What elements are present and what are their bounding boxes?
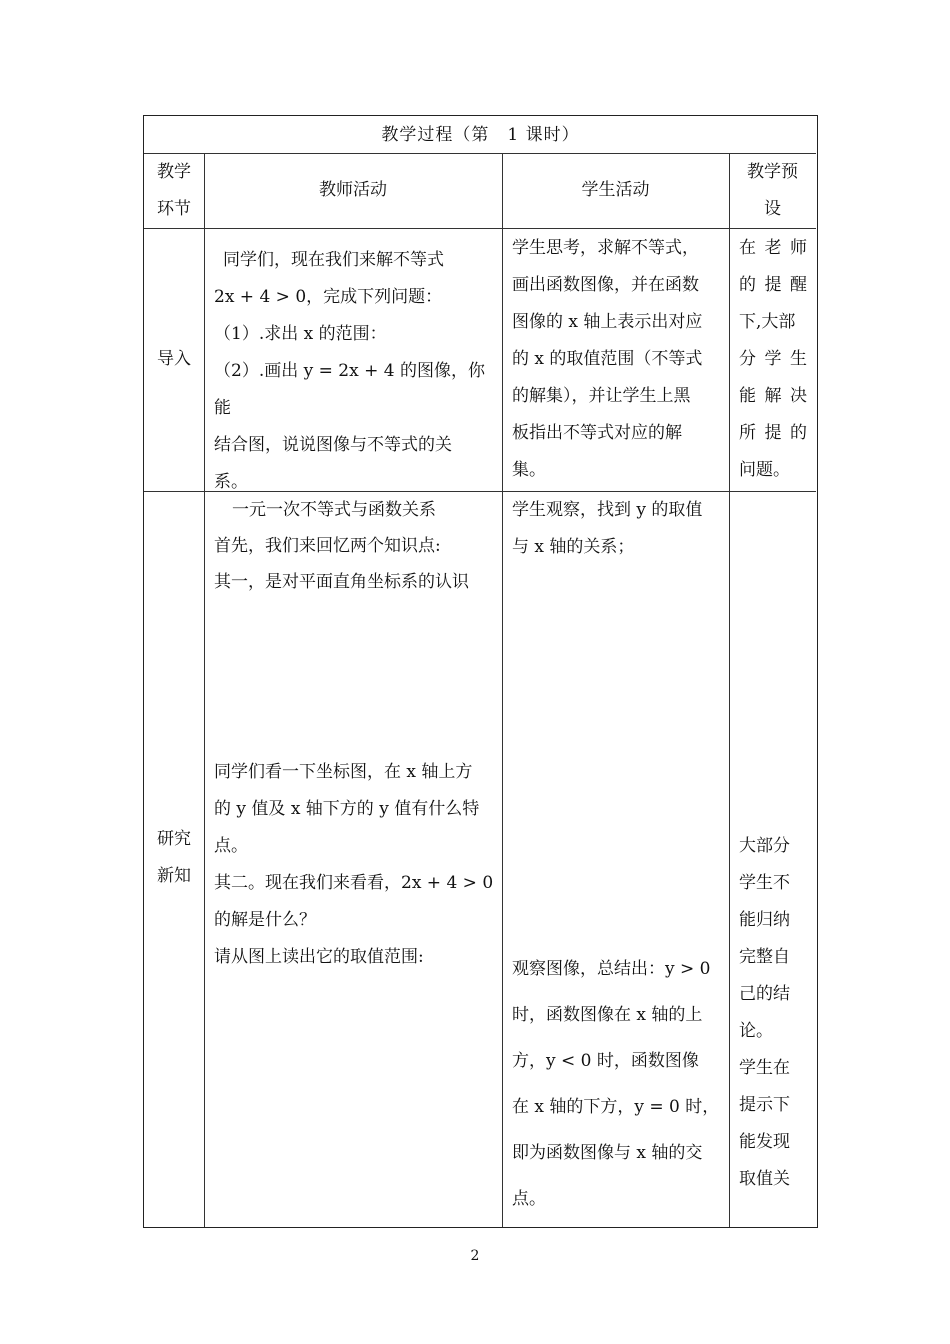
row2-preset-line: 提示下 bbox=[739, 1095, 790, 1115]
header-student: 学生活动 bbox=[581, 180, 650, 200]
row2-teacher-line: 的解是什么？ bbox=[214, 910, 316, 930]
row2-preset-line: 能归纳 bbox=[739, 910, 790, 930]
row2-student-bottom bbox=[512, 946, 724, 1222]
row1-student-text bbox=[512, 230, 722, 489]
row1-preset-line: 所提的 bbox=[739, 423, 807, 443]
row2-preset-line: 取值关 bbox=[739, 1169, 790, 1189]
row2-preset-line: 论。 bbox=[739, 1021, 773, 1041]
row1-teacher-line: 同学们，现在我们来解不等式 bbox=[223, 250, 444, 270]
row-divider bbox=[144, 228, 816, 229]
row2-preset-line: 大部分 bbox=[739, 836, 790, 856]
row1-student-line: 画出函数图像，并在函数 bbox=[512, 275, 699, 295]
row1-preset-line: 问题。 bbox=[739, 460, 790, 480]
row1-student-line: 学生思考，求解不等式， bbox=[512, 238, 699, 258]
lesson-table bbox=[143, 115, 818, 1228]
row2-teacher-top bbox=[214, 492, 499, 600]
row2-student-line: 与 x 轴的关系； bbox=[512, 537, 635, 557]
row1-preset-line: 下,大部 bbox=[739, 312, 796, 332]
row1-preset-text bbox=[739, 230, 807, 489]
header-teacher: 教师活动 bbox=[319, 180, 387, 200]
row2-teacher-line: 同学们看一下坐标图，在 x 轴上方 bbox=[214, 762, 473, 782]
row1-preset-line: 分学生 bbox=[739, 349, 807, 369]
row2-teacher-line: 请从图上读出它的取值范围: bbox=[214, 947, 424, 967]
row1-preset-line: 能解决 bbox=[739, 386, 807, 406]
header-section-line1: 教学 bbox=[157, 162, 191, 182]
header-preset-line1: 教学预 bbox=[747, 162, 798, 182]
col-divider bbox=[502, 153, 503, 1227]
row2-preset-line: 己的结 bbox=[739, 984, 790, 1004]
row2-teacher-line: 一元一次不等式与函数关系 bbox=[232, 500, 436, 520]
row1-student-line: 的解集），并让学生上黑 bbox=[512, 386, 691, 406]
row-divider bbox=[144, 153, 816, 154]
row1-student-line: 图像的 x 轴上表示出对应 bbox=[512, 312, 703, 332]
page-number: 2 bbox=[470, 1248, 480, 1264]
header-preset bbox=[729, 154, 816, 228]
header-section-line2: 环节 bbox=[157, 199, 191, 219]
col-divider bbox=[729, 153, 730, 1227]
row2-teacher-bottom bbox=[214, 754, 499, 976]
row2-preset-line: 学生在 bbox=[739, 1058, 790, 1078]
row1-student-line: 集。 bbox=[512, 460, 546, 480]
row1-teacher-line: 系。 bbox=[214, 472, 248, 492]
header-section bbox=[144, 154, 204, 228]
row2-section-line1: 研究 bbox=[157, 829, 191, 849]
row2-teacher-line: 其二。现在我们来看看，2x + 4 > 0 bbox=[214, 873, 494, 893]
row1-teacher-text bbox=[214, 242, 496, 501]
row2-preset-line: 能发现 bbox=[739, 1132, 790, 1152]
row2-student-line: 在 x 轴的下方，y = 0 时， bbox=[512, 1097, 720, 1117]
row2-teacher-line: 的 y 值及 x 轴下方的 y 值有什么特 bbox=[214, 799, 480, 819]
row2-preset-line: 完整自 bbox=[739, 947, 790, 967]
row2-student-line: 方，y < 0 时，函数图像 bbox=[512, 1051, 699, 1071]
row2-preset-line: 学生不 bbox=[739, 873, 790, 893]
row1-preset-line: 在老师 bbox=[739, 238, 807, 258]
row2-student-line: 学生观察，找到 y 的取值 bbox=[512, 500, 703, 520]
row1-preset-line: 的提醒 bbox=[739, 275, 807, 295]
row1-teacher-line: 2x + 4 > 0，完成下列问题： bbox=[214, 287, 443, 307]
row1-student-line: 的 x 的取值范围（不等式 bbox=[512, 349, 703, 369]
row2-preset-text bbox=[739, 828, 809, 1198]
row1-teacher-line: （1）.求出 x 的范围： bbox=[214, 324, 387, 344]
row2-teacher-line: 点。 bbox=[214, 836, 248, 856]
row2-section-line2: 新知 bbox=[157, 866, 191, 886]
row2-teacher-line: 首先，我们来回忆两个知识点: bbox=[214, 536, 441, 556]
row1-teacher-line: （2）.画出 y = 2x + 4 的图像，你能 bbox=[214, 361, 485, 418]
row1-student-line: 板指出不等式对应的解 bbox=[512, 423, 682, 443]
row2-student-top bbox=[512, 492, 724, 566]
row2-section bbox=[144, 821, 204, 895]
header-preset-line2: 设 bbox=[764, 199, 781, 219]
row1-teacher-line: 结合图，说说图像与不等式的关 bbox=[214, 435, 452, 455]
row2-student-line: 点。 bbox=[512, 1189, 546, 1209]
row2-student-line: 即为函数图像与 x 轴的交 bbox=[512, 1143, 703, 1163]
row1-section: 导入 bbox=[157, 349, 191, 369]
row2-student-line: 观察图像，总结出：y > 0 bbox=[512, 959, 711, 979]
row2-teacher-line: 其一，是对平面直角坐标系的认识 bbox=[214, 572, 469, 592]
table-title: 教学过程（第 1 课时） bbox=[381, 125, 580, 145]
row2-student-line: 时，函数图像在 x 轴的上 bbox=[512, 1005, 703, 1025]
col-divider bbox=[204, 153, 205, 1227]
